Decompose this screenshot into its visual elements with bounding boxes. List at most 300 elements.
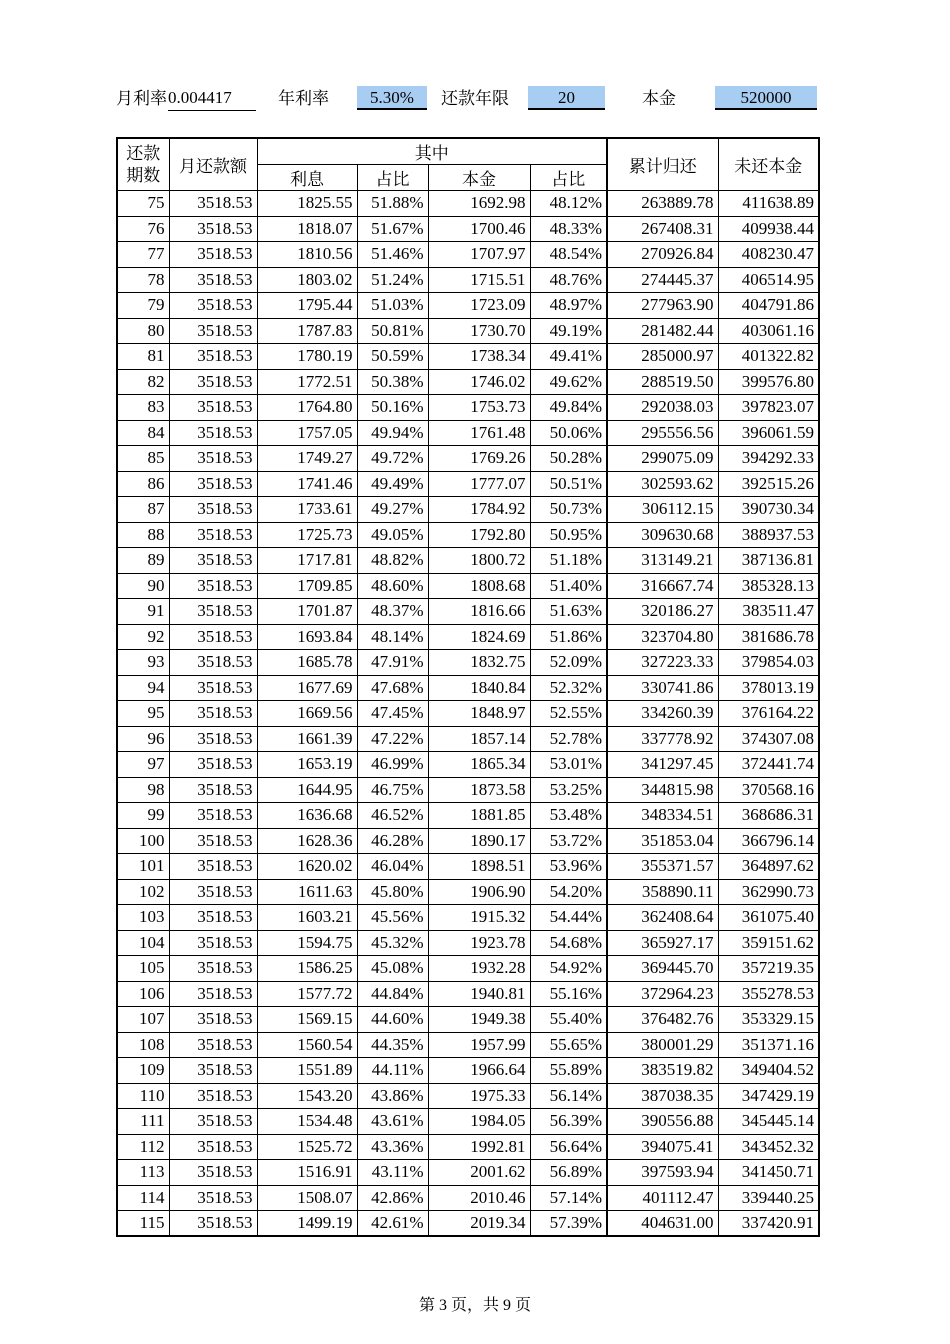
cell-principal: 1730.70 <box>428 318 530 344</box>
cell-interest: 1586.25 <box>257 956 357 982</box>
page-footer: 第 3 页，共 9 页 <box>418 1297 531 1314</box>
cell-principal-ratio: 55.40% <box>530 1007 607 1033</box>
cell-principal: 1857.14 <box>428 726 530 752</box>
cell-principal-ratio: 55.16% <box>530 981 607 1007</box>
cell-monthly-payment: 3518.53 <box>169 242 257 268</box>
cell-principal-ratio: 51.86% <box>530 624 607 650</box>
cell-interest-ratio: 44.35% <box>357 1032 428 1058</box>
cell-monthly-payment: 3518.53 <box>169 905 257 931</box>
cell-interest-ratio: 49.27% <box>357 497 428 523</box>
cell-remaining: 347429.19 <box>718 1083 819 1109</box>
cell-principal: 1824.69 <box>428 624 530 650</box>
cell-remaining: 376164.22 <box>718 701 819 727</box>
cell-monthly-payment: 3518.53 <box>169 854 257 880</box>
cell-interest: 1534.48 <box>257 1109 357 1135</box>
table-row <box>117 318 819 344</box>
annual-rate-value: 5.30% <box>357 86 427 110</box>
cell-remaining: 370568.16 <box>718 777 819 803</box>
cell-cumulative: 348334.51 <box>607 803 718 829</box>
cell-remaining: 406514.95 <box>718 267 819 293</box>
principal-value: 520000 <box>715 86 817 110</box>
cell-principal: 1692.98 <box>428 191 530 217</box>
cell-interest-ratio: 46.04% <box>357 854 428 880</box>
cell-interest: 1499.19 <box>257 1211 357 1237</box>
cell-period: 94 <box>117 675 169 701</box>
cell-cumulative: 327223.33 <box>607 650 718 676</box>
cell-remaining: 349404.52 <box>718 1058 819 1084</box>
header-period: 还款期数 <box>117 138 169 191</box>
cell-interest-ratio: 45.32% <box>357 930 428 956</box>
cell-interest-ratio: 46.28% <box>357 828 428 854</box>
cell-principal-ratio: 56.14% <box>530 1083 607 1109</box>
cell-principal-ratio: 53.01% <box>530 752 607 778</box>
cell-principal-ratio: 48.12% <box>530 191 607 217</box>
cell-monthly-payment: 3518.53 <box>169 803 257 829</box>
cell-principal-ratio: 55.89% <box>530 1058 607 1084</box>
cell-interest: 1810.56 <box>257 242 357 268</box>
cell-principal-ratio: 56.39% <box>530 1109 607 1135</box>
cell-interest: 1795.44 <box>257 293 357 319</box>
cell-principal-ratio: 54.92% <box>530 956 607 982</box>
cell-principal: 1761.48 <box>428 420 530 446</box>
cell-principal-ratio: 50.73% <box>530 497 607 523</box>
cell-cumulative: 263889.78 <box>607 191 718 217</box>
cell-interest: 1661.39 <box>257 726 357 752</box>
table-row <box>117 675 819 701</box>
cell-cumulative: 394075.41 <box>607 1134 718 1160</box>
cell-interest-ratio: 49.72% <box>357 446 428 472</box>
cell-cumulative: 306112.15 <box>607 497 718 523</box>
cell-period: 86 <box>117 471 169 497</box>
cell-principal: 1808.68 <box>428 573 530 599</box>
cell-cumulative: 288519.50 <box>607 369 718 395</box>
table-row <box>117 471 819 497</box>
cell-principal-ratio: 51.40% <box>530 573 607 599</box>
cell-period: 100 <box>117 828 169 854</box>
cell-interest-ratio: 51.46% <box>357 242 428 268</box>
amortization-table <box>116 137 820 1237</box>
cell-cumulative: 337778.92 <box>607 726 718 752</box>
cell-principal: 1792.80 <box>428 522 530 548</box>
cell-interest-ratio: 48.37% <box>357 599 428 625</box>
table-row <box>117 369 819 395</box>
cell-cumulative: 295556.56 <box>607 420 718 446</box>
cell-cumulative: 344815.98 <box>607 777 718 803</box>
cell-remaining: 392515.26 <box>718 471 819 497</box>
cell-interest: 1749.27 <box>257 446 357 472</box>
cell-principal: 1898.51 <box>428 854 530 880</box>
table-row <box>117 548 819 574</box>
cell-principal: 1966.64 <box>428 1058 530 1084</box>
cell-interest-ratio: 43.11% <box>357 1160 428 1186</box>
cell-monthly-payment: 3518.53 <box>169 828 257 854</box>
cell-interest: 1709.85 <box>257 573 357 599</box>
cell-period: 108 <box>117 1032 169 1058</box>
cell-monthly-payment: 3518.53 <box>169 573 257 599</box>
cell-interest: 1669.56 <box>257 701 357 727</box>
cell-cumulative: 404631.00 <box>607 1211 718 1237</box>
cell-interest: 1803.02 <box>257 267 357 293</box>
cell-monthly-payment: 3518.53 <box>169 267 257 293</box>
cell-principal-ratio: 53.96% <box>530 854 607 880</box>
cell-principal-ratio: 50.51% <box>530 471 607 497</box>
cell-period: 115 <box>117 1211 169 1237</box>
cell-cumulative: 341297.45 <box>607 752 718 778</box>
table-row <box>117 624 819 650</box>
cell-remaining: 403061.16 <box>718 318 819 344</box>
cell-monthly-payment: 3518.53 <box>169 1032 257 1058</box>
cell-cumulative: 334260.39 <box>607 701 718 727</box>
cell-remaining: 394292.33 <box>718 446 819 472</box>
cell-interest-ratio: 51.24% <box>357 267 428 293</box>
cell-interest-ratio: 50.16% <box>357 395 428 421</box>
table-row <box>117 344 819 370</box>
cell-period: 105 <box>117 956 169 982</box>
table-row <box>117 1032 819 1058</box>
cell-interest-ratio: 42.61% <box>357 1211 428 1237</box>
cell-principal: 1890.17 <box>428 828 530 854</box>
cell-remaining: 341450.71 <box>718 1160 819 1186</box>
cell-period: 98 <box>117 777 169 803</box>
cell-interest-ratio: 47.91% <box>357 650 428 676</box>
cell-cumulative: 320186.27 <box>607 599 718 625</box>
principal-label: 本金 <box>642 89 676 108</box>
table-row <box>117 1160 819 1186</box>
monthly-rate-value: 0.004417 <box>168 86 256 111</box>
cell-interest: 1603.21 <box>257 905 357 931</box>
cell-monthly-payment: 3518.53 <box>169 726 257 752</box>
cell-monthly-payment: 3518.53 <box>169 471 257 497</box>
cell-monthly-payment: 3518.53 <box>169 191 257 217</box>
cell-interest: 1764.80 <box>257 395 357 421</box>
cell-cumulative: 362408.64 <box>607 905 718 931</box>
cell-principal-ratio: 53.72% <box>530 828 607 854</box>
cell-period: 91 <box>117 599 169 625</box>
cell-interest: 1525.72 <box>257 1134 357 1160</box>
cell-cumulative: 299075.09 <box>607 446 718 472</box>
table-row <box>117 242 819 268</box>
cell-remaining: 388937.53 <box>718 522 819 548</box>
table-row <box>117 726 819 752</box>
cell-cumulative: 277963.90 <box>607 293 718 319</box>
cell-principal-ratio: 49.41% <box>530 344 607 370</box>
table-row <box>117 752 819 778</box>
cell-interest: 1818.07 <box>257 216 357 242</box>
cell-principal: 1777.07 <box>428 471 530 497</box>
header-remaining: 未还本金 <box>718 138 819 191</box>
cell-interest-ratio: 43.61% <box>357 1109 428 1135</box>
term-value: 20 <box>528 86 605 110</box>
table-row <box>117 701 819 727</box>
cell-period: 76 <box>117 216 169 242</box>
cell-principal-ratio: 50.06% <box>530 420 607 446</box>
cell-principal: 1949.38 <box>428 1007 530 1033</box>
cell-remaining: 339440.25 <box>718 1185 819 1211</box>
cell-principal-ratio: 53.25% <box>530 777 607 803</box>
cell-monthly-payment: 3518.53 <box>169 1083 257 1109</box>
table-row <box>117 1058 819 1084</box>
cell-principal-ratio: 49.84% <box>530 395 607 421</box>
cell-remaining: 399576.80 <box>718 369 819 395</box>
cell-interest: 1825.55 <box>257 191 357 217</box>
header-cumulative: 累计归还 <box>607 138 718 191</box>
cell-remaining: 353329.15 <box>718 1007 819 1033</box>
cell-principal-ratio: 52.55% <box>530 701 607 727</box>
cell-remaining: 379854.03 <box>718 650 819 676</box>
cell-principal-ratio: 49.19% <box>530 318 607 344</box>
cell-period: 77 <box>117 242 169 268</box>
cell-period: 83 <box>117 395 169 421</box>
cell-cumulative: 270926.84 <box>607 242 718 268</box>
cell-interest-ratio: 48.82% <box>357 548 428 574</box>
loan-parameters <box>0 86 950 112</box>
table-row <box>117 879 819 905</box>
table-row <box>117 216 819 242</box>
cell-interest-ratio: 50.81% <box>357 318 428 344</box>
cell-monthly-payment: 3518.53 <box>169 344 257 370</box>
cell-principal: 1940.81 <box>428 981 530 1007</box>
cell-interest: 1780.19 <box>257 344 357 370</box>
cell-monthly-payment: 3518.53 <box>169 1134 257 1160</box>
cell-period: 107 <box>117 1007 169 1033</box>
cell-principal: 1906.90 <box>428 879 530 905</box>
cell-period: 99 <box>117 803 169 829</box>
cell-monthly-payment: 3518.53 <box>169 1109 257 1135</box>
cell-interest: 1594.75 <box>257 930 357 956</box>
cell-cumulative: 369445.70 <box>607 956 718 982</box>
cell-remaining: 368686.31 <box>718 803 819 829</box>
header-interest-ratio: 占比 <box>357 165 428 191</box>
cell-interest-ratio: 45.80% <box>357 879 428 905</box>
cell-cumulative: 281482.44 <box>607 318 718 344</box>
cell-cumulative: 390556.88 <box>607 1109 718 1135</box>
cell-period: 109 <box>117 1058 169 1084</box>
cell-interest-ratio: 50.59% <box>357 344 428 370</box>
cell-principal-ratio: 54.20% <box>530 879 607 905</box>
cell-remaining: 385328.13 <box>718 573 819 599</box>
cell-interest-ratio: 48.60% <box>357 573 428 599</box>
cell-period: 75 <box>117 191 169 217</box>
cell-monthly-payment: 3518.53 <box>169 216 257 242</box>
table-body <box>117 191 819 1237</box>
cell-monthly-payment: 3518.53 <box>169 930 257 956</box>
cell-interest-ratio: 45.56% <box>357 905 428 931</box>
annual-rate-label: 年利率 <box>278 89 329 108</box>
cell-monthly-payment: 3518.53 <box>169 1211 257 1237</box>
cell-period: 81 <box>117 344 169 370</box>
cell-interest: 1620.02 <box>257 854 357 880</box>
cell-cumulative: 372964.23 <box>607 981 718 1007</box>
cell-remaining: 390730.34 <box>718 497 819 523</box>
cell-cumulative: 358890.11 <box>607 879 718 905</box>
cell-interest: 1560.54 <box>257 1032 357 1058</box>
table-row <box>117 650 819 676</box>
table-row <box>117 1109 819 1135</box>
cell-principal-ratio: 54.44% <box>530 905 607 931</box>
cell-period: 97 <box>117 752 169 778</box>
table-row <box>117 395 819 421</box>
table-row <box>117 267 819 293</box>
cell-monthly-payment: 3518.53 <box>169 369 257 395</box>
cell-cumulative: 285000.97 <box>607 344 718 370</box>
cell-cumulative: 380001.29 <box>607 1032 718 1058</box>
table-row <box>117 497 819 523</box>
cell-interest: 1733.61 <box>257 497 357 523</box>
cell-principal: 1873.58 <box>428 777 530 803</box>
cell-remaining: 408230.47 <box>718 242 819 268</box>
cell-remaining: 409938.44 <box>718 216 819 242</box>
cell-monthly-payment: 3518.53 <box>169 420 257 446</box>
cell-interest: 1644.95 <box>257 777 357 803</box>
cell-period: 96 <box>117 726 169 752</box>
cell-interest: 1677.69 <box>257 675 357 701</box>
cell-principal: 1753.73 <box>428 395 530 421</box>
cell-principal: 1923.78 <box>428 930 530 956</box>
cell-principal-ratio: 54.68% <box>530 930 607 956</box>
cell-monthly-payment: 3518.53 <box>169 1007 257 1033</box>
cell-monthly-payment: 3518.53 <box>169 675 257 701</box>
cell-principal-ratio: 52.09% <box>530 650 607 676</box>
cell-interest-ratio: 51.03% <box>357 293 428 319</box>
table-row <box>117 1134 819 1160</box>
cell-remaining: 337420.91 <box>718 1211 819 1237</box>
table-row <box>117 573 819 599</box>
cell-cumulative: 330741.86 <box>607 675 718 701</box>
cell-principal-ratio: 53.48% <box>530 803 607 829</box>
cell-monthly-payment: 3518.53 <box>169 599 257 625</box>
cell-principal: 1832.75 <box>428 650 530 676</box>
cell-remaining: 397823.07 <box>718 395 819 421</box>
table-row <box>117 803 819 829</box>
cell-principal-ratio: 50.28% <box>530 446 607 472</box>
cell-remaining: 374307.08 <box>718 726 819 752</box>
cell-period: 90 <box>117 573 169 599</box>
monthly-rate-label: 月利率 <box>116 89 167 108</box>
cell-interest-ratio: 42.86% <box>357 1185 428 1211</box>
table-row <box>117 828 819 854</box>
cell-interest-ratio: 49.05% <box>357 522 428 548</box>
cell-monthly-payment: 3518.53 <box>169 1185 257 1211</box>
cell-interest: 1693.84 <box>257 624 357 650</box>
cell-interest: 1757.05 <box>257 420 357 446</box>
cell-remaining: 351371.16 <box>718 1032 819 1058</box>
cell-monthly-payment: 3518.53 <box>169 548 257 574</box>
cell-interest-ratio: 48.14% <box>357 624 428 650</box>
cell-interest: 1611.63 <box>257 879 357 905</box>
cell-interest: 1717.81 <box>257 548 357 574</box>
cell-principal: 1715.51 <box>428 267 530 293</box>
cell-interest: 1577.72 <box>257 981 357 1007</box>
cell-principal-ratio: 56.64% <box>530 1134 607 1160</box>
cell-interest-ratio: 51.67% <box>357 216 428 242</box>
table-row <box>117 956 819 982</box>
cell-period: 84 <box>117 420 169 446</box>
cell-principal: 2010.46 <box>428 1185 530 1211</box>
cell-principal-ratio: 57.14% <box>530 1185 607 1211</box>
cell-principal-ratio: 48.33% <box>530 216 607 242</box>
cell-interest-ratio: 49.94% <box>357 420 428 446</box>
cell-cumulative: 313149.21 <box>607 548 718 574</box>
cell-interest-ratio: 46.75% <box>357 777 428 803</box>
cell-monthly-payment: 3518.53 <box>169 497 257 523</box>
cell-remaining: 387136.81 <box>718 548 819 574</box>
cell-principal: 1957.99 <box>428 1032 530 1058</box>
cell-principal: 1848.97 <box>428 701 530 727</box>
cell-remaining: 366796.14 <box>718 828 819 854</box>
table-row <box>117 599 819 625</box>
cell-interest: 1741.46 <box>257 471 357 497</box>
cell-period: 89 <box>117 548 169 574</box>
cell-interest-ratio: 50.38% <box>357 369 428 395</box>
cell-period: 93 <box>117 650 169 676</box>
cell-monthly-payment: 3518.53 <box>169 522 257 548</box>
cell-remaining: 383511.47 <box>718 599 819 625</box>
cell-monthly-payment: 3518.53 <box>169 446 257 472</box>
cell-principal-ratio: 48.97% <box>530 293 607 319</box>
cell-cumulative: 376482.76 <box>607 1007 718 1033</box>
cell-principal-ratio: 48.76% <box>530 267 607 293</box>
cell-interest: 1569.15 <box>257 1007 357 1033</box>
cell-monthly-payment: 3518.53 <box>169 879 257 905</box>
cell-interest: 1701.87 <box>257 599 357 625</box>
table-row <box>117 191 819 217</box>
table-row <box>117 905 819 931</box>
cell-principal-ratio: 49.62% <box>530 369 607 395</box>
cell-interest-ratio: 44.11% <box>357 1058 428 1084</box>
table-row <box>117 777 819 803</box>
cell-remaining: 404791.86 <box>718 293 819 319</box>
table-row <box>117 930 819 956</box>
cell-principal-ratio: 51.63% <box>530 599 607 625</box>
cell-principal: 1840.84 <box>428 675 530 701</box>
cell-interest-ratio: 47.22% <box>357 726 428 752</box>
cell-monthly-payment: 3518.53 <box>169 777 257 803</box>
cell-interest: 1508.07 <box>257 1185 357 1211</box>
cell-principal-ratio: 55.65% <box>530 1032 607 1058</box>
cell-remaining: 361075.40 <box>718 905 819 931</box>
cell-monthly-payment: 3518.53 <box>169 293 257 319</box>
cell-principal: 1915.32 <box>428 905 530 931</box>
cell-period: 88 <box>117 522 169 548</box>
cell-remaining: 401322.82 <box>718 344 819 370</box>
cell-remaining: 362990.73 <box>718 879 819 905</box>
cell-interest-ratio: 45.08% <box>357 956 428 982</box>
table-row <box>117 446 819 472</box>
cell-monthly-payment: 3518.53 <box>169 1160 257 1186</box>
cell-principal: 1700.46 <box>428 216 530 242</box>
cell-interest-ratio: 49.49% <box>357 471 428 497</box>
cell-monthly-payment: 3518.53 <box>169 650 257 676</box>
cell-remaining: 364897.62 <box>718 854 819 880</box>
cell-interest: 1787.83 <box>257 318 357 344</box>
cell-interest-ratio: 46.99% <box>357 752 428 778</box>
table-row <box>117 854 819 880</box>
cell-interest: 1516.91 <box>257 1160 357 1186</box>
term-label: 还款年限 <box>441 89 509 108</box>
cell-cumulative: 397593.94 <box>607 1160 718 1186</box>
header-monthly-payment: 月还款额 <box>169 138 257 191</box>
cell-interest: 1628.36 <box>257 828 357 854</box>
cell-principal: 1932.28 <box>428 956 530 982</box>
cell-interest: 1543.20 <box>257 1083 357 1109</box>
cell-principal: 1784.92 <box>428 497 530 523</box>
cell-period: 80 <box>117 318 169 344</box>
cell-period: 114 <box>117 1185 169 1211</box>
cell-period: 112 <box>117 1134 169 1160</box>
cell-monthly-payment: 3518.53 <box>169 981 257 1007</box>
table-row <box>117 1083 819 1109</box>
header-principal: 本金 <box>428 165 530 191</box>
